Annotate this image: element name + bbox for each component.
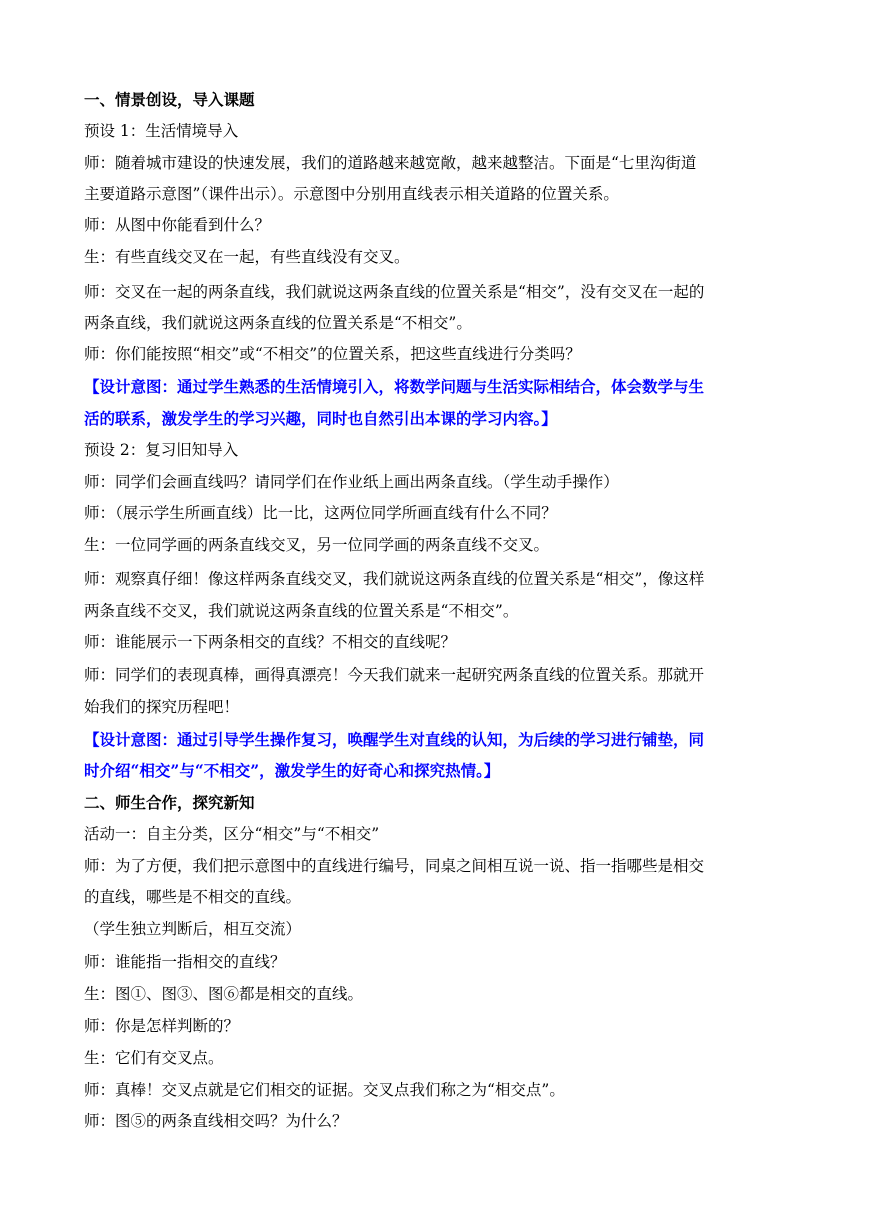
design-intent-note: 活的联系，激发学生的学习兴趣，同时也自然引出本课的学习内容。】 xyxy=(84,409,557,428)
paragraph-line: 始我们的探究历程吧！ xyxy=(84,698,240,716)
paragraph-line: （学生独立判断后，相互交流） xyxy=(84,920,302,938)
paragraph-line: 的直线，哪些是不相交的直线。 xyxy=(84,888,302,906)
activity-1-title: 活动一：自主分类，区分“相交”与“不相交” xyxy=(84,825,380,843)
paragraph-line: 师：（展示学生所画直线）比一比，这两位同学所画直线有什么不同？ xyxy=(84,504,557,522)
paragraph-line: 师：同学们的表现真棒，画得真漂亮！今天我们就来一起研究两条直线的位置关系。那就开 xyxy=(84,666,705,684)
paragraph-line: 生：它们有交叉点。 xyxy=(84,1049,224,1067)
paragraph-line: 生：一位同学画的两条直线交叉，另一位同学画的两条直线不交叉。 xyxy=(84,536,550,554)
paragraph-line: 师：为了方便，我们把示意图中的直线进行编号，同桌之间相互说一说、指一指哪些是相交 xyxy=(84,857,705,875)
paragraph-line: 主要道路示意图”（课件出示）。示意图中分别用直线表示相关道路的位置关系。 xyxy=(84,185,619,203)
paragraph-line: 师：真棒！交叉点就是它们相交的证据。交叉点我们称之为“相交点”。 xyxy=(84,1081,565,1099)
design-intent-note: 时介绍“相交”与“不相交”，激发学生的好奇心和探究热情。】 xyxy=(84,761,500,780)
paragraph-line: 生：有些直线交叉在一起，有些直线没有交叉。 xyxy=(84,248,410,266)
preset-2-title: 预设 2：复习旧知导入 xyxy=(84,441,239,459)
paragraph-line: 师：观察真仔细！像这样两条直线交叉，我们就说这两条直线的位置关系是“相交”，像这样 xyxy=(84,570,705,588)
paragraph-line: 两条直线，我们就说这两条直线的位置关系是“不相交”。 xyxy=(84,314,472,332)
paragraph-line: 师：你是怎样判断的？ xyxy=(84,1017,240,1035)
design-intent-note: 【设计意图：通过引导学生操作复习，唤醒学生对直线的认知，为后续的学习进行铺垫，同 xyxy=(84,730,705,749)
paragraph-line: 师：你们能按照“相交”或“不相交”的位置关系，把这些直线进行分类吗？ xyxy=(84,345,581,363)
paragraph-line: 师：从图中你能看到什么？ xyxy=(84,216,271,234)
paragraph-line: 师：谁能指一指相交的直线？ xyxy=(84,953,286,971)
paragraph-line: 师：随着城市建设的快速发展，我们的道路越来越宽敞，越来越整洁。下面是“七里沟街道 xyxy=(84,154,697,172)
paragraph-line: 师：交叉在一起的两条直线，我们就说这两条直线的位置关系是“相交”，没有交叉在一起的 xyxy=(84,283,705,301)
preset-1-title: 预设 1：生活情境导入 xyxy=(84,122,239,140)
paragraph-line: 两条直线不交叉，我们就说这两条直线的位置关系是“不相交”。 xyxy=(84,602,519,620)
paragraph-line: 师：谁能展示一下两条相交的直线？不相交的直线呢？ xyxy=(84,633,457,651)
section-heading-1: 一、情景创设，导入课题 xyxy=(84,90,255,109)
paragraph-line: 师：图⑤的两条直线相交吗？为什么？ xyxy=(84,1112,348,1130)
paragraph-line: 生：图①、图③、图⑥都是相交的直线。 xyxy=(84,985,364,1003)
section-heading-2: 二、师生合作，探究新知 xyxy=(84,793,255,812)
paragraph-line: 师：同学们会画直线吗？请同学们在作业纸上画出两条直线。（学生动手操作） xyxy=(84,473,619,491)
design-intent-note: 【设计意图：通过学生熟悉的生活情境引入，将数学问题与生活实际相结合，体会数学与生 xyxy=(84,377,705,396)
